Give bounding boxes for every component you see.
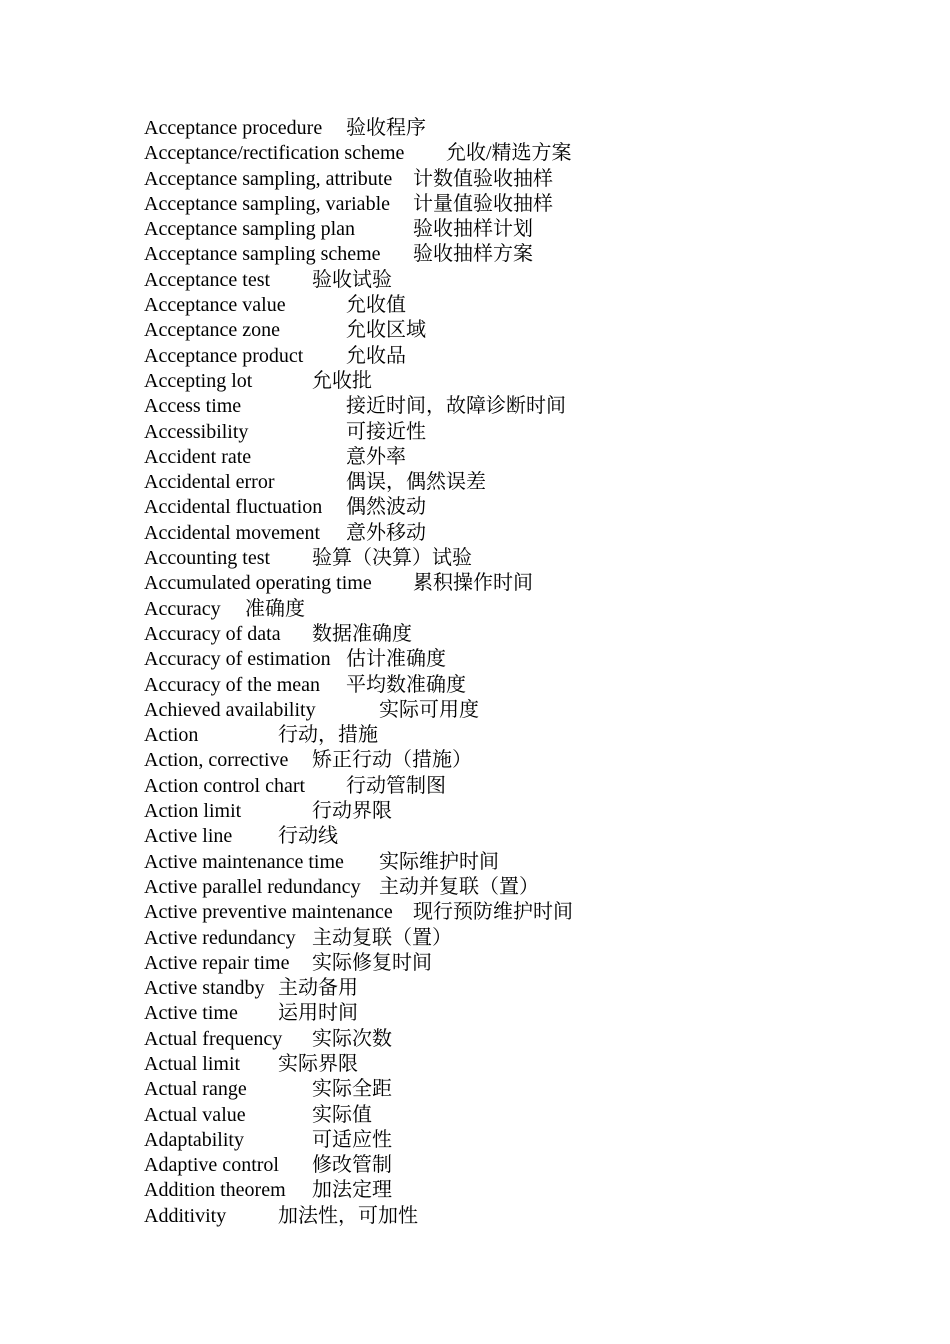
- chinese-translation: 允收品: [346, 344, 406, 367]
- glossary-entry: [144, 951, 844, 976]
- glossary-entry: [144, 1153, 844, 1178]
- chinese-translation: 可接近性: [346, 420, 426, 443]
- english-term: Acceptance sampling plan: [144, 218, 356, 241]
- english-term: Action, corrective: [144, 749, 289, 772]
- chinese-translation: 可适应性: [312, 1128, 392, 1151]
- glossary-entry: [144, 445, 844, 470]
- chinese-translation: 验收抽样计划: [413, 218, 533, 241]
- chinese-translation: 行动线: [278, 825, 338, 848]
- chinese-translation: 验收试验: [312, 268, 392, 291]
- english-term: Acceptance sampling, attribute: [144, 167, 393, 190]
- english-term: Acceptance zone: [144, 319, 281, 342]
- chinese-translation: 修改管制: [312, 1154, 392, 1177]
- chinese-translation: 行动管制图: [346, 774, 446, 797]
- chinese-translation: 验收抽样方案: [413, 243, 533, 266]
- glossary-entry: [144, 167, 844, 192]
- english-term: Acceptance test: [144, 268, 271, 291]
- english-term: Acceptance product: [144, 344, 304, 367]
- english-term: Accuracy of estimation: [144, 648, 331, 671]
- english-term: Additivity: [144, 1204, 227, 1227]
- english-term: Accuracy of the mean: [144, 673, 321, 696]
- glossary-entry: [144, 546, 844, 571]
- glossary-entry: [144, 673, 844, 698]
- chinese-translation: 允收批: [312, 369, 372, 392]
- english-term: Action: [144, 724, 199, 747]
- chinese-translation: 验算（决算）试验: [312, 547, 472, 570]
- chinese-translation: 实际界限: [278, 1052, 358, 1075]
- glossary-entry: [144, 850, 844, 875]
- english-term: Actual limit: [144, 1052, 241, 1075]
- chinese-translation: 平均数准确度: [346, 673, 466, 696]
- chinese-translation: 实际全距: [312, 1078, 392, 1101]
- glossary-entry: [144, 268, 844, 293]
- chinese-translation: 允收/精选方案: [446, 142, 572, 165]
- chinese-translation: 准确度: [245, 597, 305, 620]
- english-term: Acceptance sampling scheme: [144, 243, 381, 266]
- english-term: Active line: [144, 825, 233, 848]
- glossary-entry: [144, 217, 844, 242]
- english-term: Accessibility: [144, 420, 249, 443]
- chinese-translation: 实际维护时间: [379, 850, 499, 873]
- chinese-translation: 现行预防维护时间: [413, 901, 573, 924]
- chinese-translation: 计量值验收抽样: [413, 192, 553, 215]
- english-term: Acceptance sampling, variable: [144, 192, 390, 215]
- english-term: Action limit: [144, 800, 242, 823]
- english-term: Actual value: [144, 1103, 246, 1126]
- glossary-entry: [144, 1077, 844, 1102]
- english-term: Active standby: [144, 977, 265, 1000]
- english-term: Adaptability: [144, 1128, 244, 1151]
- glossary-entry: [144, 824, 844, 849]
- english-term: Accuracy: [144, 597, 221, 620]
- glossary-entry: [144, 799, 844, 824]
- glossary-entry: [144, 774, 844, 799]
- english-term: Addition theorem: [144, 1179, 286, 1202]
- english-term: Action control chart: [144, 774, 306, 797]
- chinese-translation: 意外移动: [346, 521, 426, 544]
- chinese-translation: 偶误，偶然误差: [346, 471, 486, 494]
- english-term: Achieved availability: [144, 698, 316, 721]
- english-term: Active redundancy: [144, 926, 296, 949]
- glossary-entry: [144, 116, 844, 141]
- english-term: Accepting lot: [144, 369, 253, 392]
- english-term: Active repair time: [144, 951, 290, 974]
- glossary-entry: [144, 622, 844, 647]
- glossary-entry: [144, 976, 844, 1001]
- glossary-entry: [144, 394, 844, 419]
- chinese-translation: 计数值验收抽样: [413, 167, 553, 190]
- glossary-entry: [144, 521, 844, 546]
- english-term: Active preventive maintenance: [144, 901, 393, 924]
- chinese-translation: 意外率: [346, 445, 406, 468]
- glossary-entry: [144, 420, 844, 445]
- chinese-translation: 运用时间: [278, 1002, 358, 1025]
- glossary-entry: [144, 571, 844, 596]
- glossary-entry: [144, 293, 844, 318]
- english-term: Access time: [144, 395, 242, 418]
- glossary-entry: [144, 318, 844, 343]
- glossary-entry: [144, 926, 844, 951]
- chinese-translation: 数据准确度: [312, 622, 412, 645]
- glossary-entry: [144, 344, 844, 369]
- glossary-entry: [144, 723, 844, 748]
- glossary-entry: [144, 141, 844, 166]
- english-term: Accuracy of data: [144, 622, 281, 645]
- glossary-list: [144, 116, 844, 1229]
- english-term: Active parallel redundancy: [144, 875, 361, 898]
- english-term: Actual range: [144, 1078, 247, 1101]
- chinese-translation: 主动并复联（置）: [379, 875, 539, 898]
- chinese-translation: 验收程序: [346, 117, 426, 139]
- glossary-entry: [144, 470, 844, 495]
- glossary-entry: [144, 647, 844, 672]
- english-term: Adaptive control: [144, 1154, 279, 1177]
- glossary-entry: [144, 1001, 844, 1026]
- chinese-translation: 实际次数: [312, 1027, 392, 1050]
- chinese-translation: 允收区域: [346, 319, 426, 342]
- glossary-entry: [144, 875, 844, 900]
- chinese-translation: 加法性，可加性: [278, 1204, 418, 1227]
- chinese-translation: 加法定理: [312, 1179, 392, 1202]
- english-term: Accidental fluctuation: [144, 496, 323, 519]
- english-term: Accumulated operating time: [144, 572, 372, 595]
- chinese-translation: 接近时间，故障诊断时间: [346, 395, 566, 418]
- glossary-entry: [144, 900, 844, 925]
- glossary-entry: [144, 1103, 844, 1128]
- english-term: Accident rate: [144, 445, 252, 468]
- chinese-translation: 实际修复时间: [312, 951, 432, 974]
- english-term: Actual frequency: [144, 1027, 283, 1050]
- chinese-translation: 允收值: [346, 294, 406, 317]
- english-term: Active maintenance time: [144, 850, 344, 873]
- english-term: Accidental movement: [144, 521, 321, 544]
- english-term: Acceptance/rectification scheme: [144, 142, 405, 165]
- chinese-translation: 实际值: [312, 1103, 372, 1126]
- glossary-entry: [144, 748, 844, 773]
- chinese-translation: 估计准确度: [346, 648, 446, 671]
- glossary-entry: [144, 369, 844, 394]
- chinese-translation: 实际可用度: [379, 698, 479, 721]
- chinese-translation: 偶然波动: [346, 496, 426, 519]
- chinese-translation: 行动，措施: [278, 724, 378, 747]
- glossary-entry: [144, 192, 844, 217]
- chinese-translation: 主动备用: [278, 977, 358, 1000]
- glossary-entry: [144, 495, 844, 520]
- glossary-entry: [144, 1052, 844, 1077]
- chinese-translation: 行动界限: [312, 800, 392, 823]
- english-term: Acceptance procedure: [144, 117, 323, 139]
- glossary-entry: [144, 1204, 844, 1229]
- glossary-entry: [144, 1027, 844, 1052]
- chinese-translation: 主动复联（置）: [312, 926, 452, 949]
- english-term: Accidental error: [144, 471, 275, 494]
- glossary-entry: [144, 597, 844, 622]
- english-term: Active time: [144, 1002, 238, 1025]
- chinese-translation: 累积操作时间: [413, 572, 533, 595]
- glossary-entry: [144, 1178, 844, 1203]
- english-term: Acceptance value: [144, 294, 286, 317]
- glossary-entry: [144, 1128, 844, 1153]
- glossary-entry: [144, 242, 844, 267]
- chinese-translation: 矫正行动（措施）: [312, 749, 472, 772]
- glossary-entry: [144, 698, 844, 723]
- english-term: Accounting test: [144, 547, 271, 570]
